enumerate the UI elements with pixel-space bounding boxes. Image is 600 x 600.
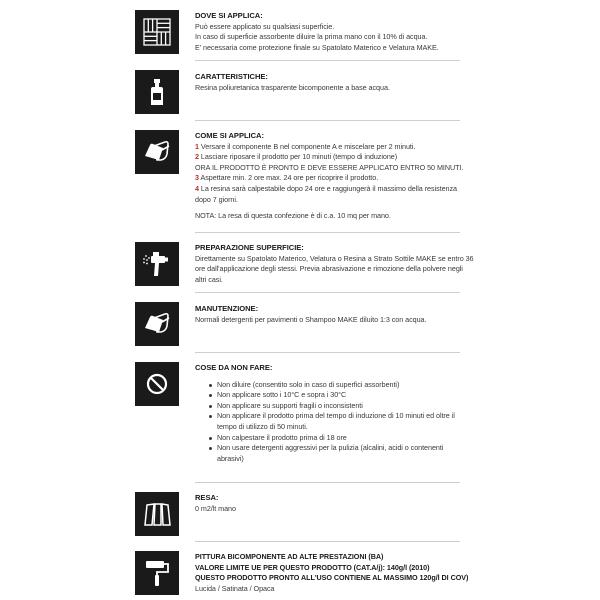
section-pittura bbox=[195, 552, 469, 594]
step-text: Versare il componente B nel componente A e miscelare per 2 minuti. bbox=[200, 141, 416, 151]
parquet-tiles-icon bbox=[135, 10, 179, 54]
step bbox=[195, 184, 460, 195]
section-preparazione-superficie bbox=[195, 243, 474, 285]
section-dove-si-applica bbox=[195, 11, 460, 53]
section-come-si-applica bbox=[195, 131, 464, 222]
list-item: Non calpestare il prodotto prima di 18 ore bbox=[195, 433, 460, 444]
regulatory-line: VALORE LIMITE UE PER QUESTO PRODOTTO (CAT.A/j): 140g/l (2010) bbox=[195, 562, 430, 572]
divider bbox=[195, 120, 460, 121]
section-manutenzione bbox=[195, 304, 460, 325]
section-title: CARATTERISTICHE: bbox=[195, 72, 268, 81]
divider bbox=[195, 482, 460, 483]
bottle-icon bbox=[135, 70, 179, 114]
list-item-text: Non usare detergenti aggressivi per la pulizia (alcalini, acidi o contenenti bbox=[217, 443, 444, 453]
caps-warning: ORA IL PRODOTTO È PRONTO E DEVE ESSERE APPLICATO ENTRO 50 MINUTI. bbox=[195, 162, 464, 172]
list-item: Non applicare sotto i 10°C e sopra i 30°C bbox=[195, 390, 460, 401]
step-number: 3 bbox=[195, 173, 199, 183]
text-line: Normali detergenti per pavimenti o Shampoo MAKE diluito 1:3 con acqua. bbox=[195, 314, 427, 324]
section-title: COSE DA NON FARE: bbox=[195, 363, 273, 372]
text-line: Direttamente su Spatolato Materico, Velatura o Resina a Strato Sottile MAKE se entro 36 bbox=[195, 253, 474, 263]
section-cose-da-non-fare bbox=[195, 363, 460, 464]
step-text: Aspettare min. 2 ore max. 24 ore per ricoprire il prodotto. bbox=[200, 173, 379, 183]
text-line: In caso di superficie assorbente diluire la prima mano con il 10% di acqua. bbox=[195, 32, 428, 42]
list-item: Non applicare su supporti fragili o inconsistenti bbox=[195, 401, 460, 412]
hand-cloth-icon bbox=[135, 302, 179, 346]
text-line: E' necessaria come protezione finale su Spatolato Materico e Velatura MAKE. bbox=[195, 42, 439, 52]
section-title: PREPARAZIONE SUPERFICIE: bbox=[195, 243, 304, 252]
list-item: Non diluire (consentito solo in caso di superfici assorbenti) bbox=[195, 380, 460, 391]
step-number: 2 bbox=[195, 152, 199, 162]
step-text: La resina sarà calpestabile dopo 24 ore e raggiungerà il massimo della resistenza bbox=[200, 183, 457, 193]
section-resa bbox=[195, 493, 460, 514]
section-title: COME SI APPLICA: bbox=[195, 131, 264, 140]
paint-roller-icon bbox=[135, 551, 179, 595]
divider bbox=[195, 60, 460, 61]
regulatory-line: QUESTO PRODOTTO PRONTO ALL'USO CONTIENE AL MASSIMO 120g/l DI COV) bbox=[195, 573, 469, 583]
list-item bbox=[195, 443, 460, 464]
step bbox=[195, 142, 460, 153]
list-item-continuation: tempo di utilizzo di 50 minuti. bbox=[217, 421, 308, 431]
step-continuation: dopo 7 giorni. bbox=[195, 194, 238, 204]
divider bbox=[195, 352, 460, 353]
text-line: Resina poliuretanica trasparente bicomponente a base acqua. bbox=[195, 82, 390, 92]
list-item-continuation: abrasivi) bbox=[217, 453, 244, 463]
divider bbox=[195, 292, 460, 293]
donts-list bbox=[195, 380, 460, 465]
text-line: ore dall'applicazione degli stessi. Previa abrasivazione e rimozione della polvere negli bbox=[195, 264, 463, 274]
divider bbox=[195, 232, 460, 233]
step bbox=[195, 173, 460, 184]
step-text: Lasciare riposare il prodotto per 10 minuti (tempo di induzione) bbox=[200, 152, 398, 162]
hand-cloth-icon bbox=[135, 130, 179, 174]
finish-options: Lucida / Satinata / Opaca bbox=[195, 583, 275, 593]
spray-gun-icon bbox=[135, 242, 179, 286]
text-line: 0 m2/lt mano bbox=[195, 503, 236, 513]
prohibition-icon bbox=[135, 362, 179, 406]
coverage-sheets-icon bbox=[135, 492, 179, 536]
note: NOTA: La resa di questa confezione è di c.a. 10 mq per mano. bbox=[195, 211, 391, 221]
list-item bbox=[195, 411, 460, 432]
section-title: RESA: bbox=[195, 493, 219, 502]
section-title: DOVE SI APPLICA: bbox=[195, 11, 263, 20]
section-title: MANUTENZIONE: bbox=[195, 304, 259, 313]
step bbox=[195, 152, 460, 163]
step-number: 1 bbox=[195, 141, 199, 151]
divider bbox=[195, 541, 460, 542]
list-item-text: Non applicare il prodotto prima del tempo di induzione di 10 minuti ed oltre il bbox=[217, 411, 455, 421]
regulatory-line: PITTURA BICOMPONENTE AD ALTE PRESTAZIONI (BA) bbox=[195, 552, 384, 561]
section-caratteristiche bbox=[195, 72, 460, 93]
text-line: altri casi. bbox=[195, 274, 223, 284]
step-number: 4 bbox=[195, 183, 199, 193]
text-line: Può essere applicato su qualsiasi superficie. bbox=[195, 21, 335, 31]
